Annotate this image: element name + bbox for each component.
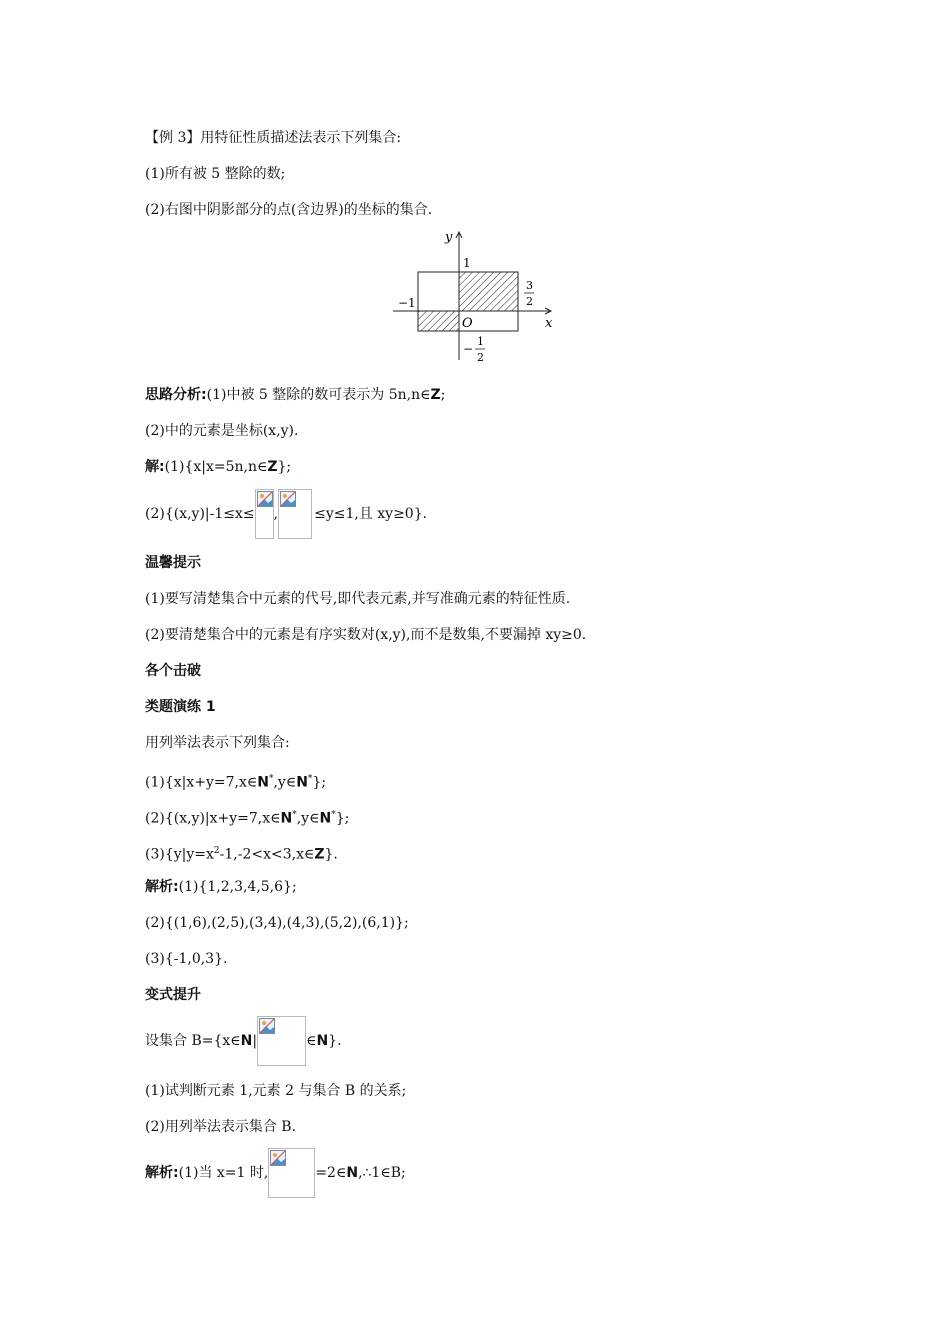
practice-question-2: (2){(x,y)|x+y=7,x∈N*,y∈N*};	[145, 810, 350, 827]
breakthrough-title: 各个击破	[145, 663, 201, 679]
fraction-neg-sign: −	[463, 342, 474, 356]
solution-line-1: 解:(1){x|x=5n,n∈Z};	[145, 459, 292, 475]
variant-answer-label: 解析:	[145, 1165, 179, 1181]
practice-answer-1: 解析:(1){1,2,3,4,5,6};	[145, 879, 297, 895]
analysis-line-2: (2)中的元素是坐标(x,y).	[145, 423, 299, 439]
tips-line-2: (2)要清楚集合中的元素是有序实数对(x,y),而不是数集,不要漏掉 xy≥0.	[145, 627, 587, 643]
analysis-label: 思路分析:	[145, 387, 207, 403]
broken-image-icon	[255, 489, 274, 539]
practice-question-3: $(3)\{y|y=x^2-1,-2<x<3,x\in Z\}$.	[145, 846, 338, 863]
origin-label: O	[462, 316, 473, 331]
analysis-line-1: 思路分析:(1)中被 5 整除的数可表示为 5n,n∈Z;	[145, 387, 446, 403]
example-title: 【例 3】用特征性质描述法表示下列集合:	[145, 130, 402, 146]
tips-line-1: (1)要写清楚集合中元素的代号,即代表元素,并写准确元素的特征性质.	[145, 591, 571, 607]
example-question-2: (2)右图中阴影部分的点(含边界)的坐标的集合.	[145, 202, 433, 218]
broken-image-icon	[257, 1016, 306, 1066]
tips-title: 温馨提示	[145, 555, 201, 571]
tick-label-1: 1	[463, 256, 471, 270]
practice-answer-label: 解析:	[145, 879, 179, 895]
solution-line-2: (2){(x,y)|-1≤x≤ , ≤y≤1,且 xy≥0}.	[145, 488, 427, 540]
shaded-region-upper-right	[459, 272, 518, 311]
shaded-region-lower-left	[418, 311, 459, 331]
fraction-3-2-denominator: 2	[526, 295, 533, 308]
practice-intro: 用列举法表示下列集合:	[145, 735, 290, 751]
x-axis-label: x	[545, 316, 553, 331]
variant-answer-1: 解析:(1)当 x=1 时, =2∈N,∴1∈B;	[145, 1148, 406, 1198]
practice-answer-3: (3){-1,0,3}.	[145, 951, 228, 967]
broken-image-icon	[268, 1148, 315, 1198]
variant-question-2: (2)用列举法表示集合 B.	[145, 1119, 297, 1135]
fraction-1-2-denominator: 2	[477, 351, 484, 364]
practice-title: 类题演练 1	[145, 699, 216, 715]
practice-question-1: (1){x|x+y=7,x∈N*,y∈N*};	[145, 774, 327, 791]
solution-label: 解:	[145, 459, 165, 475]
variant-title: 变式提升	[145, 987, 201, 1003]
fraction-3-2-numerator: 3	[526, 279, 533, 292]
variant-set-definition: 设集合 B={x∈N| ∈N}.	[145, 1016, 342, 1066]
variant-question-1: (1)试判断元素 1,元素 2 与集合 B 的关系;	[145, 1083, 407, 1099]
fraction-1-2-numerator: 1	[477, 335, 484, 348]
example-question-1: (1)所有被 5 整除的数;	[145, 166, 286, 182]
shaded-region-figure	[385, 225, 565, 370]
practice-answer-2: (2){(1,6),(2,5),(3,4),(4,3),(5,2),(6,1)};	[145, 915, 409, 931]
broken-image-icon	[278, 489, 312, 539]
y-axis-label: y	[445, 230, 453, 245]
tick-label-neg1: −1	[398, 296, 416, 310]
